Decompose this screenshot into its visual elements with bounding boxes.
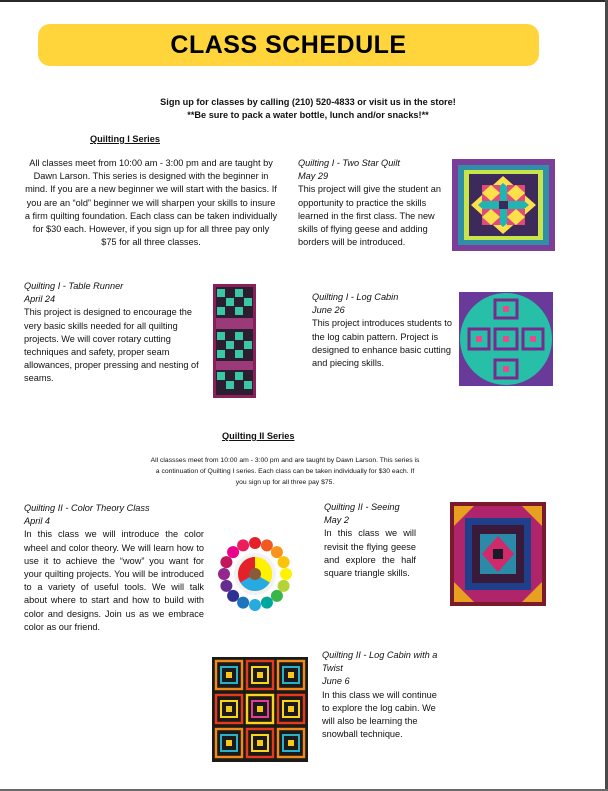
log-cabin-quilt-image [459,292,553,386]
class-title: Quilting II - Log Cabin with a Twist [322,650,438,674]
class-description: In this class we will introduce the color wheel and color theory. We will learn how to use it to achieve the “wow” you want for your quilting projects. You will be introduced to a variety of useful tools. We will talk about where to start and how to build with color and designs. Join us as we embrace color as our friend. [24,529,204,632]
series1-intro: All classes meet from 10:00 am - 3:00 pm and are taught by Dawn Larson. This series is designed with the beginner in mind. If you are a new beginner we will start with the basics. If you are an “old” beginner we will sharpen your skills to insure a firm quilting foundation. Each class can be taken individually for $30 each. However, if you sign up for all three pay only $75 for all three classes. [24,158,278,248]
class-title: Quilting I - Table Runner [24,281,124,291]
class-date: May 2 [324,515,350,526]
class-title: Quilting II - Seeing [324,502,400,512]
series2-heading: Quilting II Series [222,431,295,441]
signup-notice [40,96,576,122]
class-date: May 29 [298,171,329,182]
class-log-cabin-twist [322,649,442,741]
class-date: April 4 [24,516,51,527]
class-two-star-quilt [298,157,444,249]
class-title: Quilting I - Log Cabin [312,292,399,302]
signup-line: Sign up for classes by calling (210) 520-4833 or visit us in the store! [160,97,456,107]
class-title: Quilting II - Color Theory Class [24,503,150,513]
class-seeing [324,501,416,580]
page-top-border [0,0,608,2]
page-title: CLASS SCHEDULE [170,30,407,59]
two-star-quilt-image [452,159,555,251]
class-date: June 6 [322,676,350,687]
class-table-runner [24,280,200,386]
series1-heading: Quilting I Series [90,134,160,144]
log-cabin-twist-quilt-image [212,657,308,762]
class-date: June 26 [312,305,345,316]
series2-intro: All classses meet from 10:00 am - 3:00 pm and are taught by Dawn Larson. This series is a continuation of Quilting I series. Each class can be taken individually for $30 each. If you sign up for all three pay $75. [150,457,420,486]
class-title: Quilting I - Two Star Quilt [298,158,400,168]
seeing-quilt-image [450,502,546,606]
class-description: In this class we will revisit the flying geese and explore the half square triangle skills. [324,528,416,579]
class-description: This project will give the student an opportunity to practice the skills learned in the first class. The new skills of flying geese and adding borders will be introduced. [298,184,441,248]
class-description: In this class we will continue to explore the log cabin. We will also be learning the snowball technique. [322,689,437,740]
snack-reminder: **Be sure to pack a water bottle, lunch and/or snacks!** [187,110,429,121]
class-description: This project is designed to encourage the very basic skills needed for all quilting projects. We will cover rotary cutting techniques and safety, proper seam allowances, proper pressing and nesting of seams. [24,307,199,384]
class-color-theory [24,502,204,634]
table-runner-image [213,284,256,398]
color-wheel-image [217,536,293,612]
class-date: April 24 [24,294,56,305]
class-description: This project introduces students to the log cabin pattern. Project is designed to enhance basic cutting and piecing skills. [312,318,452,369]
title-banner [38,24,539,66]
class-log-cabin [312,291,452,370]
